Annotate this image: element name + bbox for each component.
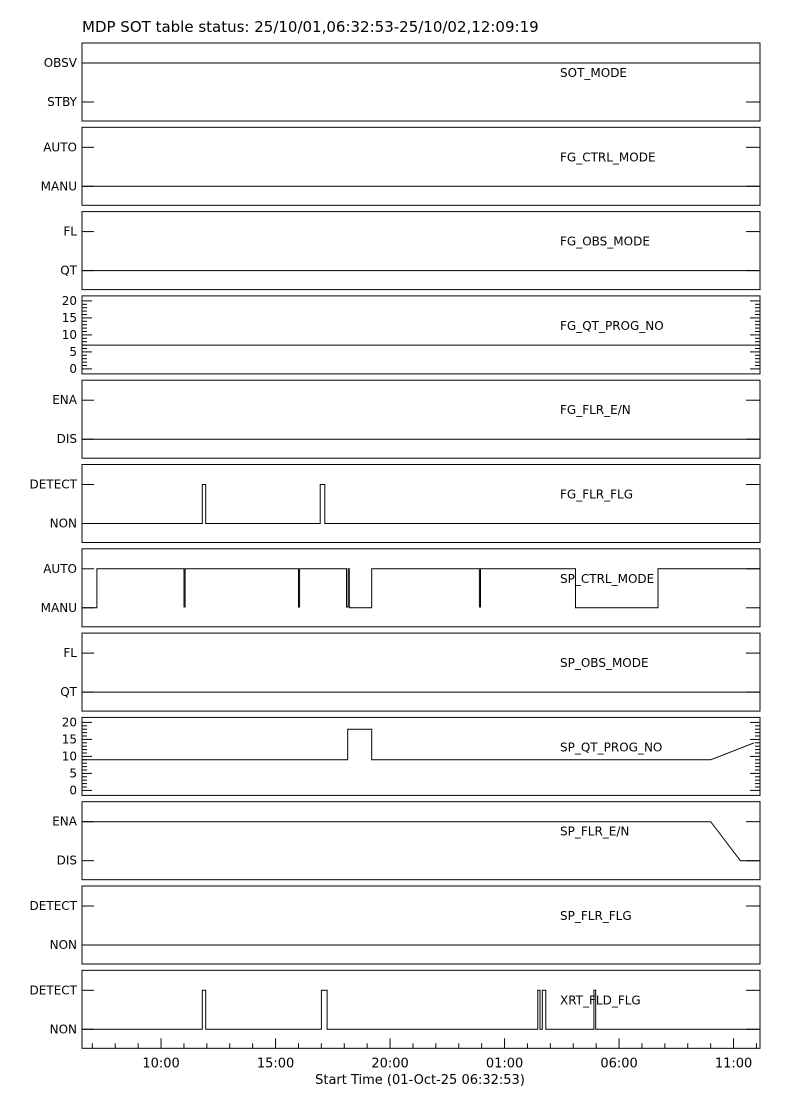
panel-label: SP_FLR_E/N [560, 824, 630, 839]
y-tick-label: DETECT [29, 477, 77, 492]
panel-label: XRT_FLD_FLG [560, 993, 641, 1008]
y-tick-label: 15 [61, 732, 77, 747]
y-tick-label: QT [60, 685, 77, 700]
y-tick-label: AUTO [43, 561, 77, 576]
panel-label: FG_OBS_MODE [560, 234, 650, 249]
panel-frame [82, 633, 760, 711]
panel-label: FG_FLR_E/N [560, 403, 631, 418]
y-tick-label: 20 [61, 715, 77, 730]
y-tick-label: DETECT [29, 983, 77, 998]
panel-sp-qt-prog-no [62, 715, 760, 797]
y-tick-label: 0 [69, 783, 77, 798]
y-tick-label: AUTO [43, 140, 77, 155]
panel-fg-ctrl-mode [41, 127, 760, 205]
x-axis-label: Start Time (01-Oct-25 06:32:53) [315, 1073, 525, 1088]
panel-sp-ctrl-mode [41, 549, 760, 627]
panel-frame [82, 465, 760, 543]
panel-label: SP_OBS_MODE [560, 656, 649, 671]
series-line-sp-flr-e-n [82, 822, 760, 861]
y-tick-label: DETECT [29, 899, 77, 913]
panel-frame [82, 380, 760, 458]
panel-fg-qt-prog-no [62, 294, 760, 376]
panel-label: FG_QT_PROG_NO [560, 318, 664, 333]
x-tick-label: 10:00 [142, 1056, 180, 1072]
panel-sp-obs-mode [60, 633, 760, 711]
y-tick-label: ENA [52, 814, 77, 829]
panel-label: SOT_MODE [560, 66, 628, 80]
panel-sp-flr-flg [30, 886, 760, 964]
panel-frame [82, 296, 760, 374]
x-tick-label: 06:00 [600, 1056, 638, 1072]
panel-xrt-fld-flg [30, 970, 760, 1048]
y-tick-label: NON [49, 516, 77, 531]
y-tick-label: DIS [56, 853, 77, 868]
panel-fg-flr-e-n [52, 380, 760, 458]
series-line-fg-flr-flg [82, 485, 760, 524]
panel-label: SP_QT_PROG_NO [560, 740, 663, 755]
y-tick-label: DIS [56, 432, 77, 447]
series-line-sp-ctrl-mode [82, 569, 760, 608]
y-tick-label: FL [63, 646, 77, 661]
y-tick-label: 0 [69, 361, 77, 376]
panel-frame [82, 127, 760, 205]
y-tick-label: STBY [47, 95, 77, 109]
chart-title: MDP SOT table status: 25/10/01,06:32:53-25/10/02,12:09:19 [82, 18, 539, 36]
y-tick-label: OBSV [43, 56, 77, 70]
y-tick-label: QT [60, 263, 77, 278]
panel-fg-flr-flg [30, 465, 760, 543]
panel-frame [82, 43, 760, 121]
y-tick-label: 10 [61, 327, 77, 342]
panel-frame [82, 802, 760, 880]
panel-label: SP_CTRL_MODE [560, 571, 655, 586]
panel-sot-mode [44, 43, 760, 121]
time-axis [92, 1038, 756, 1071]
panel-frame [82, 212, 760, 290]
panel-frame [82, 970, 760, 1048]
panel-label: FG_CTRL_MODE [560, 150, 656, 165]
x-tick-label: 15:00 [256, 1056, 295, 1072]
y-tick-label: 5 [69, 344, 77, 359]
x-tick-label: 01:00 [485, 1056, 524, 1072]
y-tick-label: MANU [40, 600, 77, 615]
panel-label: SP_FLR_FLG [560, 909, 632, 923]
panel-frame [82, 886, 760, 964]
panel-fg-obs-mode [60, 212, 760, 290]
y-tick-label: 20 [61, 293, 77, 308]
x-tick-label: 20:00 [371, 1056, 409, 1072]
panel-stack [30, 43, 760, 1048]
y-tick-label: ENA [52, 393, 77, 408]
y-tick-label: FL [63, 224, 77, 239]
y-tick-label: 10 [61, 749, 77, 764]
y-tick-label: MANU [40, 179, 77, 194]
panel-sp-flr-e-n [52, 802, 760, 880]
panel-label: FG_FLR_FLG [560, 487, 634, 502]
y-tick-label: 15 [61, 310, 77, 325]
y-tick-label: NON [49, 938, 77, 952]
y-tick-label: NON [49, 1022, 77, 1037]
panel-frame [82, 717, 760, 795]
y-tick-label: 5 [69, 766, 77, 781]
series-line-xrt-fld-flg [82, 990, 760, 1029]
x-tick-label: 11:00 [714, 1056, 753, 1072]
